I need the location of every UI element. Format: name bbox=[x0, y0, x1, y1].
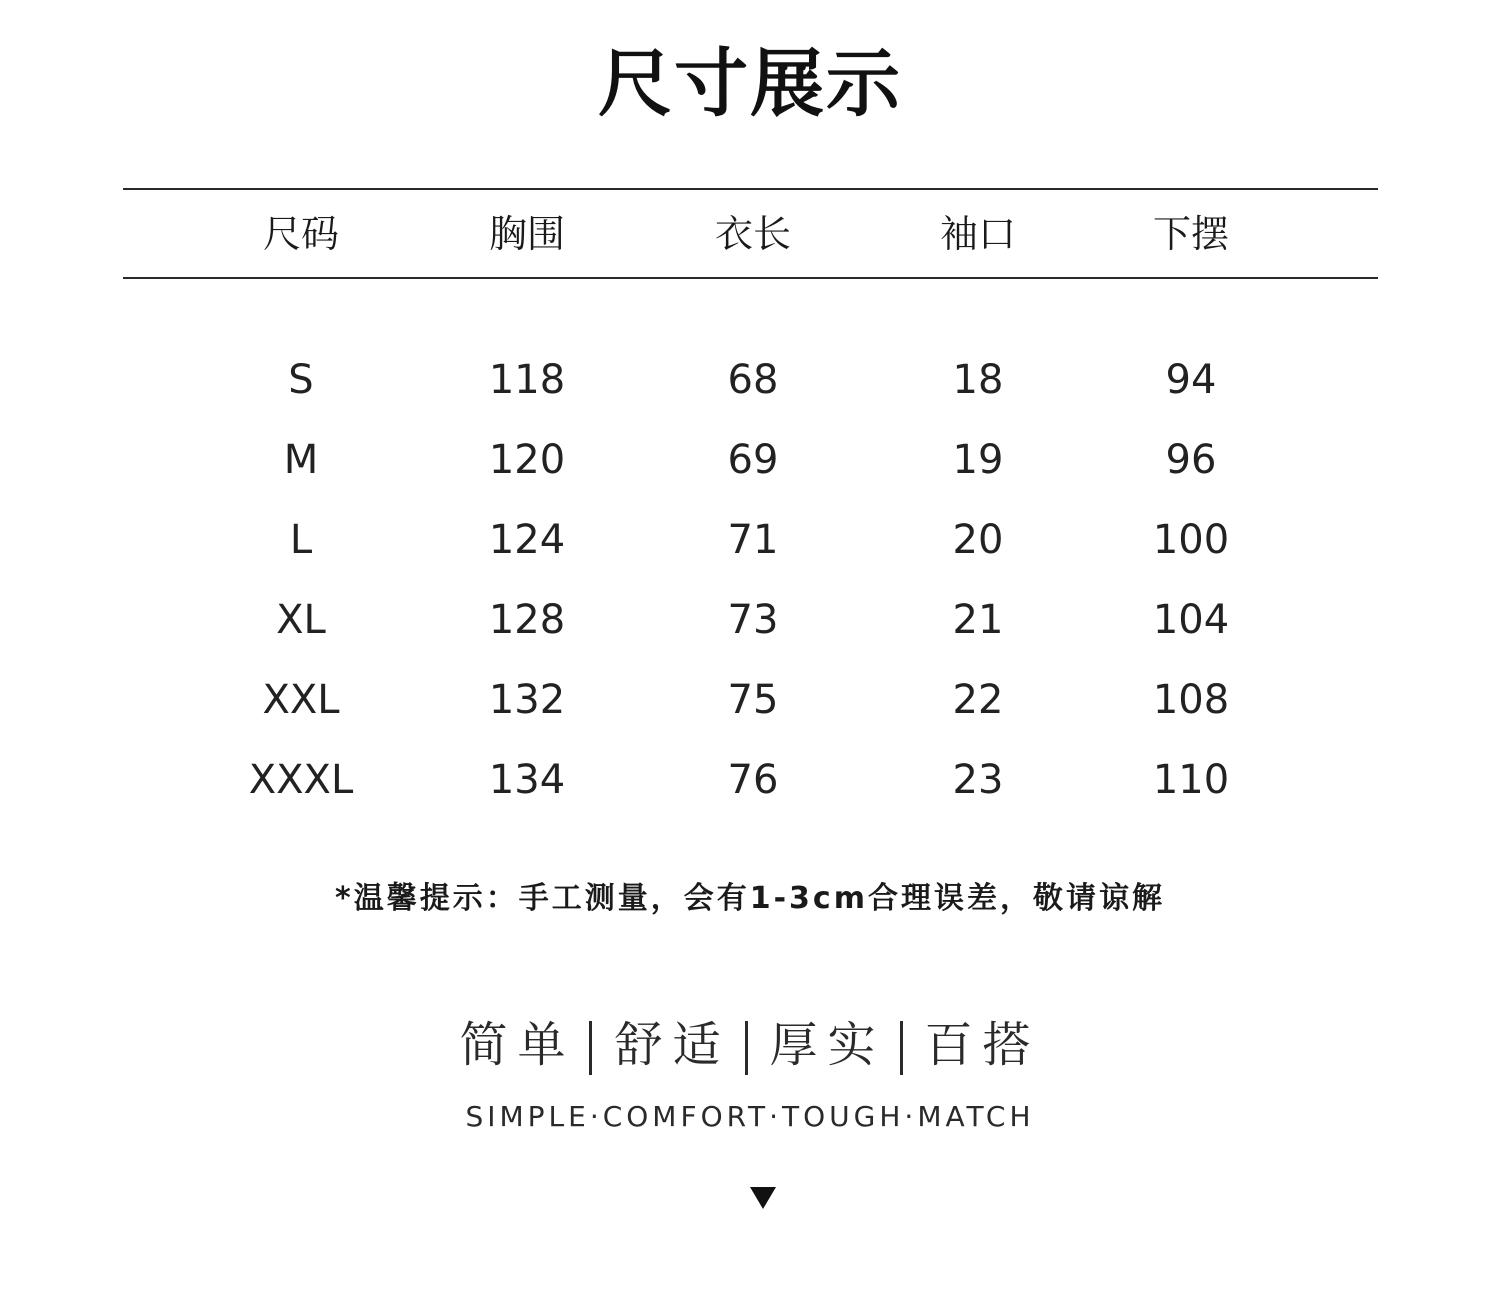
table-row bbox=[0, 430, 1500, 510]
cell-chest: 132 bbox=[488, 677, 566, 723]
cell-size: M bbox=[283, 437, 319, 483]
size-table-header bbox=[0, 204, 1500, 264]
cell-length: 69 bbox=[727, 437, 779, 483]
table-row bbox=[0, 510, 1500, 590]
cell-hem: 110 bbox=[1152, 757, 1230, 803]
cell-size: XXXL bbox=[248, 757, 354, 803]
tagline-word-simple: 简单 bbox=[459, 1017, 576, 1073]
cell-chest: 118 bbox=[488, 357, 566, 403]
cell-length: 68 bbox=[727, 357, 779, 403]
header-size: 尺码 bbox=[262, 212, 339, 256]
cell-cuff: 22 bbox=[952, 677, 1004, 723]
cell-size: XXL bbox=[262, 677, 340, 723]
cell-hem: 94 bbox=[1165, 357, 1217, 403]
page-title: 尺寸展示 bbox=[598, 41, 902, 127]
cell-size: XL bbox=[276, 597, 326, 643]
cell-size: S bbox=[288, 357, 314, 403]
header-cuff: 袖口 bbox=[939, 212, 1016, 256]
cell-length: 75 bbox=[727, 677, 779, 723]
cell-cuff: 19 bbox=[952, 437, 1004, 483]
cell-cuff: 21 bbox=[952, 597, 1004, 643]
tagline-divider bbox=[900, 1021, 903, 1075]
cell-hem: 108 bbox=[1152, 677, 1230, 723]
cell-length: 71 bbox=[727, 517, 779, 563]
table-row bbox=[0, 590, 1500, 670]
cell-cuff: 23 bbox=[952, 757, 1004, 803]
header-hem: 下摆 bbox=[1152, 212, 1229, 256]
cell-chest: 128 bbox=[488, 597, 566, 643]
cell-hem: 104 bbox=[1152, 597, 1230, 643]
tagline-word-match: 百搭 bbox=[924, 1017, 1041, 1073]
table-row bbox=[0, 670, 1500, 750]
tagline-word-comfort: 舒适 bbox=[614, 1017, 731, 1073]
header-length: 衣长 bbox=[714, 212, 791, 256]
tagline-divider bbox=[745, 1021, 748, 1075]
cell-cuff: 20 bbox=[952, 517, 1004, 563]
triangle-down-icon bbox=[750, 1187, 776, 1209]
tagline-english: SIMPLE·COMFORT·TOUGH·MATCH bbox=[465, 1100, 1035, 1133]
tagline-divider bbox=[589, 1021, 592, 1075]
header-chest: 胸围 bbox=[488, 212, 565, 256]
table-row bbox=[0, 350, 1500, 430]
cell-length: 76 bbox=[727, 757, 779, 803]
tagline-word-tough: 厚实 bbox=[769, 1017, 886, 1073]
cell-hem: 96 bbox=[1165, 437, 1217, 483]
cell-size: L bbox=[289, 517, 313, 563]
size-table-body bbox=[0, 350, 1500, 830]
tagline-chinese bbox=[0, 1010, 1500, 1080]
cell-chest: 124 bbox=[488, 517, 566, 563]
cell-cuff: 18 bbox=[952, 357, 1004, 403]
measurement-notice: *温馨提示：手工测量，会有1-3cm合理误差，敬请谅解 bbox=[335, 881, 1165, 916]
cell-length: 73 bbox=[727, 597, 779, 643]
cell-hem: 100 bbox=[1152, 517, 1230, 563]
table-top-rule bbox=[123, 188, 1378, 190]
table-row bbox=[0, 750, 1500, 830]
cell-chest: 134 bbox=[488, 757, 566, 803]
table-header-rule bbox=[123, 277, 1378, 279]
cell-chest: 120 bbox=[488, 437, 566, 483]
